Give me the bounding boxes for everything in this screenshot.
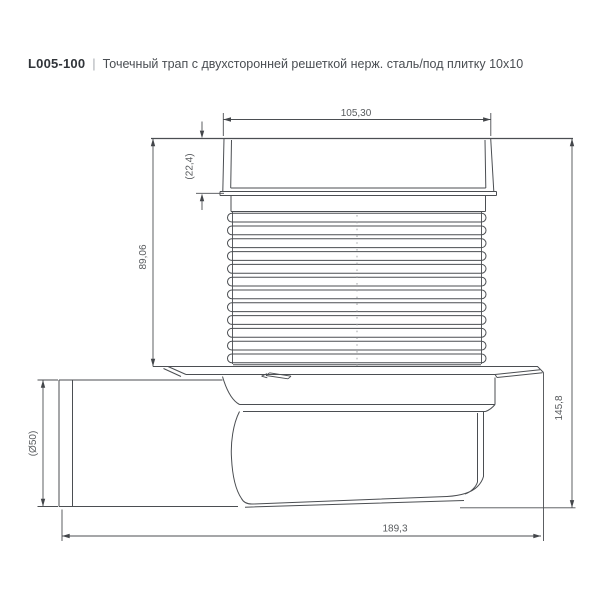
dim-arrow-up [570, 139, 574, 147]
flange [153, 367, 544, 379]
riser-rib [228, 264, 487, 273]
flange-clip-detail [262, 373, 292, 379]
body-sump-outline [231, 412, 483, 508]
product-code: L005-100 [28, 56, 86, 71]
dim-arrow-left [223, 117, 231, 121]
dim-arrow-down [200, 131, 204, 139]
dimension-overall-length [62, 373, 544, 542]
dim-arrow-right [483, 117, 491, 121]
dim-arrow-up [200, 194, 204, 202]
dim-line-segments [196, 122, 224, 211]
dim-riser-height-label: 89,06 [138, 244, 149, 270]
riser-rib [228, 226, 487, 235]
body-upper-collar [223, 377, 496, 412]
dim-grate-frame-height-label: (22,4) [184, 153, 196, 180]
grate-frame-outline [220, 139, 497, 196]
dimension-outlet-diameter [28, 380, 58, 507]
dim-arrow-left [62, 534, 70, 538]
dim-arrow-down [151, 359, 155, 367]
riser-rib [228, 316, 487, 325]
dim-arrow-down [41, 499, 45, 507]
trap-body [223, 377, 496, 508]
outlet-pipe [59, 380, 238, 507]
dimension-riser-height [138, 139, 155, 367]
dim-total-height-label: 145,8 [554, 395, 565, 421]
dim-outlet-diameter-label: (Ø50) [28, 430, 39, 457]
dim-grate-width-label: 105,30 [340, 108, 372, 119]
riser-rib [228, 213, 487, 222]
dim-extension-lines [62, 373, 544, 542]
dimension-grate-frame-height [185, 122, 225, 211]
corrugated-riser [228, 212, 487, 365]
dim-arrow-up [151, 139, 155, 147]
title-separator-bar: | [92, 56, 96, 71]
riser-rib [228, 328, 487, 337]
flange-outline [153, 367, 544, 378]
riser-rib [228, 277, 487, 286]
product-name: Точечный трап с двухсторонней решеткой нерж. сталь/под плитку 10x10 [102, 57, 524, 71]
grate-frame [220, 139, 497, 212]
dim-arrow-up [41, 380, 45, 388]
outlet-pipe-outline [59, 380, 238, 507]
grate-collar [231, 196, 486, 212]
dim-overall-length-label: 189,3 [382, 523, 408, 535]
dim-arrow-right [533, 534, 541, 538]
dimension-grate-width [223, 108, 491, 136]
dim-arrow-down [570, 500, 574, 508]
dim-extension-lines [38, 380, 59, 507]
